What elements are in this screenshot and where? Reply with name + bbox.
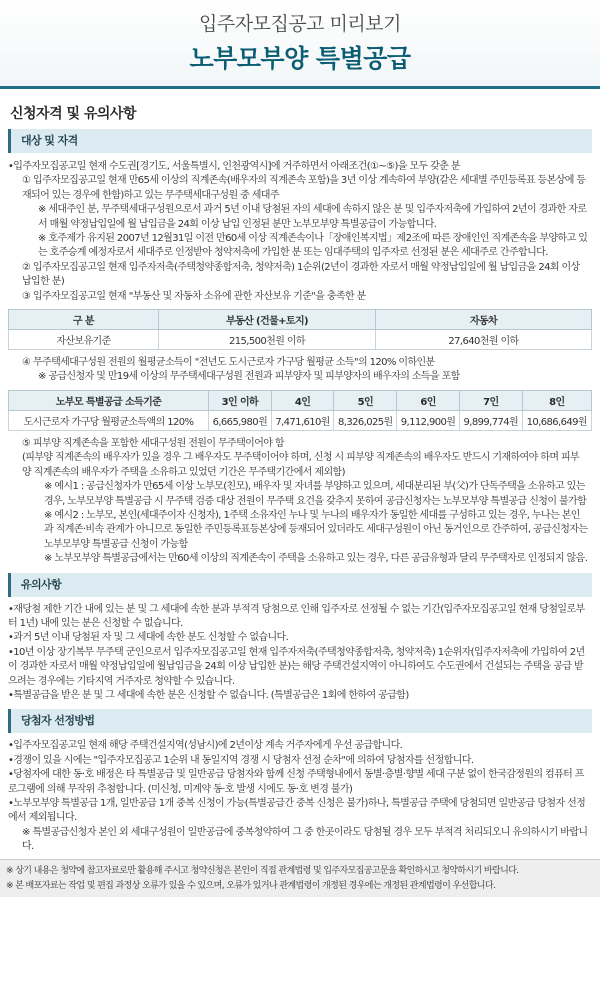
caution-heading: 유의사항	[8, 573, 592, 597]
income-header-3: 3인 이하	[209, 390, 272, 410]
page-footer	[0, 859, 600, 897]
income-header-5: 5인	[334, 390, 397, 410]
footer-line-1: ※ 상기 내용은 청약에 참고자료로만 활용해 주시고 청약신청은 본인이 직접 관계법령 및 입주자모집공고문을 확인하시고 청약하시기 바랍니다.	[6, 865, 519, 876]
asset-cell-vehicle: 27,640천원 이하	[376, 330, 592, 350]
winner-heading: 당첨자 선정방법	[8, 709, 592, 733]
section-title: 신청자격 및 유의사항	[0, 89, 600, 129]
qualification-item-1-note-1: ※ 세대주인 분, 무주택세대구성원으로서 과거 5년 이내 당첨된 자의 세대에 속하지 않은 분 및 입주자저축에 가입하여 2년이 경과한 자로서 매월 약정납입일에 월 납입금을 24회 이상 납입 인정된 분만 노부모부양 특별공급이 가능합니다.	[38, 204, 587, 230]
qualification-intro: •입주자모집공고일 현재 수도권[경기도, 서울특별시, 인천광역시]에 거주하면서 아래조건(①~⑤)을 모두 갖춘 분	[8, 161, 460, 172]
qualification-item-1-note-2: ※ 호주제가 유지된 2007년 12월31일 이전 만60세 이상 직계존속이나「장애인복지법」제2조에 따른 장애인인 직계존속을 부양하고 있는 호주승계 예정자로서 세대주로 인정받아 청약저축에 가입한 분 또는 임대주택의 입주자로 선정된 분은 세대주로 간주합니다.	[38, 233, 588, 259]
income-header-6: 6인	[397, 390, 460, 410]
asset-header-realestate: 부동산 (건물+토지)	[159, 310, 376, 330]
winner-bullet-3: •당첨자에 대한 동·호 배정은 타 특별공급 및 일반공급 당첨자와 함께 신청 주택형내에서 동별·층별·향별 세대 구분 없이 한국감정원의 컴퓨터 프로그램에 의해 무작위 추첨합니다. (미신청, 미계약 동·호 발생 시에도 동·호 변경 불가)	[8, 769, 584, 795]
asset-header-vehicle: 자동차	[376, 310, 592, 330]
table-row	[9, 410, 592, 430]
qualification-item-4: ④ 무주택세대구성원 전원의 월평균소득이 "전년도 도시근로자 가구당 월평균 소득"의 120% 이하인분	[22, 357, 435, 369]
income-cell-5: 8,326,025원	[334, 410, 397, 430]
qualification-heading: 대상 및 자격	[8, 129, 592, 153]
asset-cell-realestate: 215,500천원 이하	[159, 330, 376, 350]
qualification-item-1: ① 입주자모집공고일 현재 만65세 이상의 직계존속(배우자의 직계존속 포함)을 3년 이상 계속하여 부양(같은 세대별 주민등록표 등본상에 등재되어 있는 경우에 한함)하고 있는 무주택세대구성원 중 세대주	[22, 175, 586, 201]
income-cell-3: 6,665,980원	[209, 410, 272, 430]
caution-section	[0, 573, 600, 704]
income-table-header	[9, 390, 592, 410]
income-header-7: 7인	[459, 390, 522, 410]
winner-bullet-2: •경쟁이 있을 시에는 "입주자모집공고 1순위 내 동일지역 경쟁 시 당첨자 선정 순차"에 의하여 당첨자를 선정합니다.	[8, 754, 474, 766]
table-row	[9, 330, 592, 350]
income-header-criteria: 노부모 특별공급 소득기준	[9, 390, 209, 410]
page-header	[0, 0, 600, 86]
qualification-section	[0, 129, 600, 567]
winner-bullet-1: •입주자모집공고일 현재 해당 주택건설지역(성남시)에 2년이상 계속 거주자에게 우선 공급합니다.	[8, 740, 403, 752]
qualification-item-5-note: ※ 노부모부양 특별공급에서는 만60세 이상의 직계존속이 주택을 소유하고 있는 경우, 다른 공급유형과 달리 무주택자로 인정되지 않음.	[44, 553, 588, 565]
qualification-item-2: ② 입주자모집공고일 현재 입주자저축(주택청약종합저축, 청약저축) 1순위(2년이 경과한 자로서 매월 약정납입일에 월 납입금을 24회 이상 납입한 분)	[22, 261, 580, 288]
income-cell-6: 9,112,900원	[397, 410, 460, 430]
income-cell-4: 7,471,610원	[271, 410, 334, 430]
caution-bullet-2: •과거 5년 이내 당첨된 자 및 그 세대에 속한 분도 신청할 수 없습니다.	[8, 632, 289, 644]
asset-table-header	[9, 310, 592, 330]
qualification-example-2: ※ 예시2 : 노부모, 본인(세대주이자 신청자), 1주택 소유자인 누나 및 누나의 배우자가 동일한 세대를 구성하고 있는 경우, 누나는 본인과 직계존·비속 관계가 아니므로 동일한 주민등록표등본상에 등재되어 있더라도 세대구성원이 아닌 동거인으로 간주하여, 공급신청자는 노부모부양 특별공급 신청이 가능함	[44, 509, 588, 550]
qualification-item-3: ③ 입주자모집공고일 현재 "부동산 및 자동차 소유에 관한 자산보유 기준"을 충족한 분	[22, 290, 366, 302]
income-cell-7: 9,899,774원	[459, 410, 522, 430]
winner-bullet-4: •노부모부양 특별공급 1개, 일반공급 1개 중복 신청이 가능(특별공급간 중복 신청은 불가)하나, 특별공급 주택에 당첨되면 일반공급 당첨자 선정에서 제외됩니다.	[8, 798, 586, 824]
page-subtitle: 입주자모집공고 미리보기	[199, 13, 401, 35]
income-table	[8, 390, 592, 431]
qualification-item-4-note: ※ 공급신청자 및 만19세 이상의 무주택세대구성원 전원과 피부양자 및 피부양자의 배우자의 소득을 포함	[38, 371, 460, 383]
income-cell-criteria: 도시근로자 가구당 월평균소득액의 120%	[9, 410, 209, 430]
income-header-4: 4인	[271, 390, 334, 410]
asset-table	[8, 309, 592, 350]
caution-bullet-3: •10년 이상 장기복무 무주택 군인으로서 입주자모집공고일 현재 입주자저축(주택청약종합저축, 청약저축) 1순위자(입주자저축에 가입하여 2년이 경과한 자로서 매월 약정납입일에 월납입금을 24회 이상 납입한 분)는 해당 주택건설지역이 아니하여도 수도권에서 건설되는 주택을 공급 받으려는 경우에는 기타지역 거주자로 청약할 수 있습니다.	[8, 646, 585, 687]
income-cell-8: 10,686,649원	[522, 410, 591, 430]
footer-line-2: ※ 본 배포자료는 작업 및 편집 과정상 오류가 있을 수 있으며, 오류가 있거나 관계법령이 개정된 경우에는 개정된 관계법령이 우선합니다.	[6, 880, 496, 891]
asset-cell-category: 자산보유기준	[9, 330, 159, 350]
caution-bullet-4: •특별공급을 받은 분 및 그 세대에 속한 분은 신청할 수 없습니다. (특별공급은 1회에 한하여 공급함)	[8, 689, 409, 701]
page-title: 노부모부양 특별공급	[189, 44, 411, 73]
caution-bullet-1: •재당첨 제한 기간 내에 있는 분 및 그 세대에 속한 분과 부적격 당첨으로 인해 입주자로 선정될 수 없는 기간(입주자모집공고일 현재 당첨일로부터 1년) 내에 있는 분은 신청할 수 없습니다.	[8, 603, 585, 629]
asset-header-category: 구 분	[9, 310, 159, 330]
qualification-item-5-detail: (피부양 직계존속의 배우자가 있을 경우 그 배우자도 무주택이어야 하며, 신청 시 피부양 직계존속의 배우자도 반드시 기재하여야 하며 피부양 직계존속의 배우자가 주택을 소유하고 있었던 기간은 무주택기간에서 제외함)	[22, 452, 580, 478]
income-header-8: 8인	[522, 390, 591, 410]
qualification-item-5: ⑤ 피부양 직계존속을 포함한 세대구성원 전원이 무주택이어야 함	[22, 437, 284, 449]
qualification-example-1: ※ 예시1 : 공급신청자가 만65세 이상 노부모(친모), 배우자 및 자녀를 부양하고 있으며, 세대분리된 부(父)가 단독주택을 소유하고 있는 경우, 노부모부양 특별공급 시 무주택 검증 대상 전원이 무주택 요건을 갖추지 못하여 공급신청자는 노부모부양 특별공급 신청이 불가함	[44, 481, 587, 507]
winner-note: ※ 특별공급신청자 본인 외 세대구성원이 일반공급에 중복청약하여 그 중 한곳이라도 당첨될 경우 모두 부적격 처리되오니 유의하시기 바랍니다.	[22, 826, 588, 853]
winner-section	[0, 709, 600, 854]
